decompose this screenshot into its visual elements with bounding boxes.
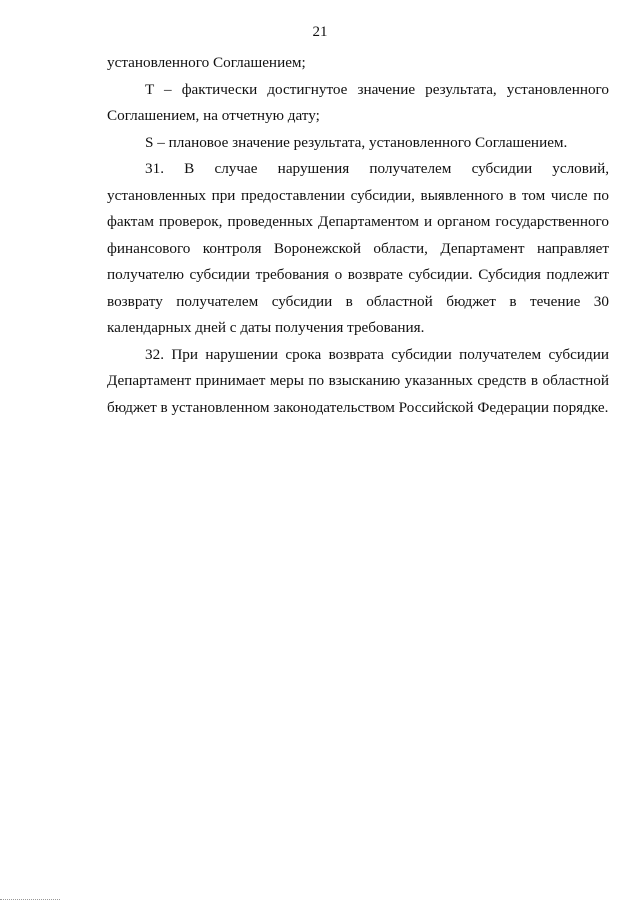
paragraph-clause-31: 31. В случае нарушения получателем субсидии условий, установленных при предоставлении субсидии, выявленного в том числе по фактам проверок, проведенных Департаментом и органом государственного финансового контроля Воронежской области, Департамент направляет получателю субсидии требования о возврате субсидии. Субсидия подлежит возврату получателем субсидии в областной бюджет в течение 30 календарных дней с даты получения требования. [107,160,609,336]
paragraph-continuation: установленного Соглашением; [107,54,306,71]
paragraph-t-definition: T – фактически достигнутое значение результата, установленного Соглашением, на отчетную дату; [107,80,609,124]
paragraph-clause-32: 32. При нарушении срока возврата субсидии получателем субсидии Департамент принимает меры по взысканию указанных средств в областной бюджет в установленном законодательством Российской Федерации порядке. [107,345,609,416]
footer-divider [0,899,60,901]
document-body [107,50,609,421]
page-number: 21 [312,24,328,40]
paragraph-s-definition: S – плановое значение результата, установленного Соглашением. [145,133,568,151]
